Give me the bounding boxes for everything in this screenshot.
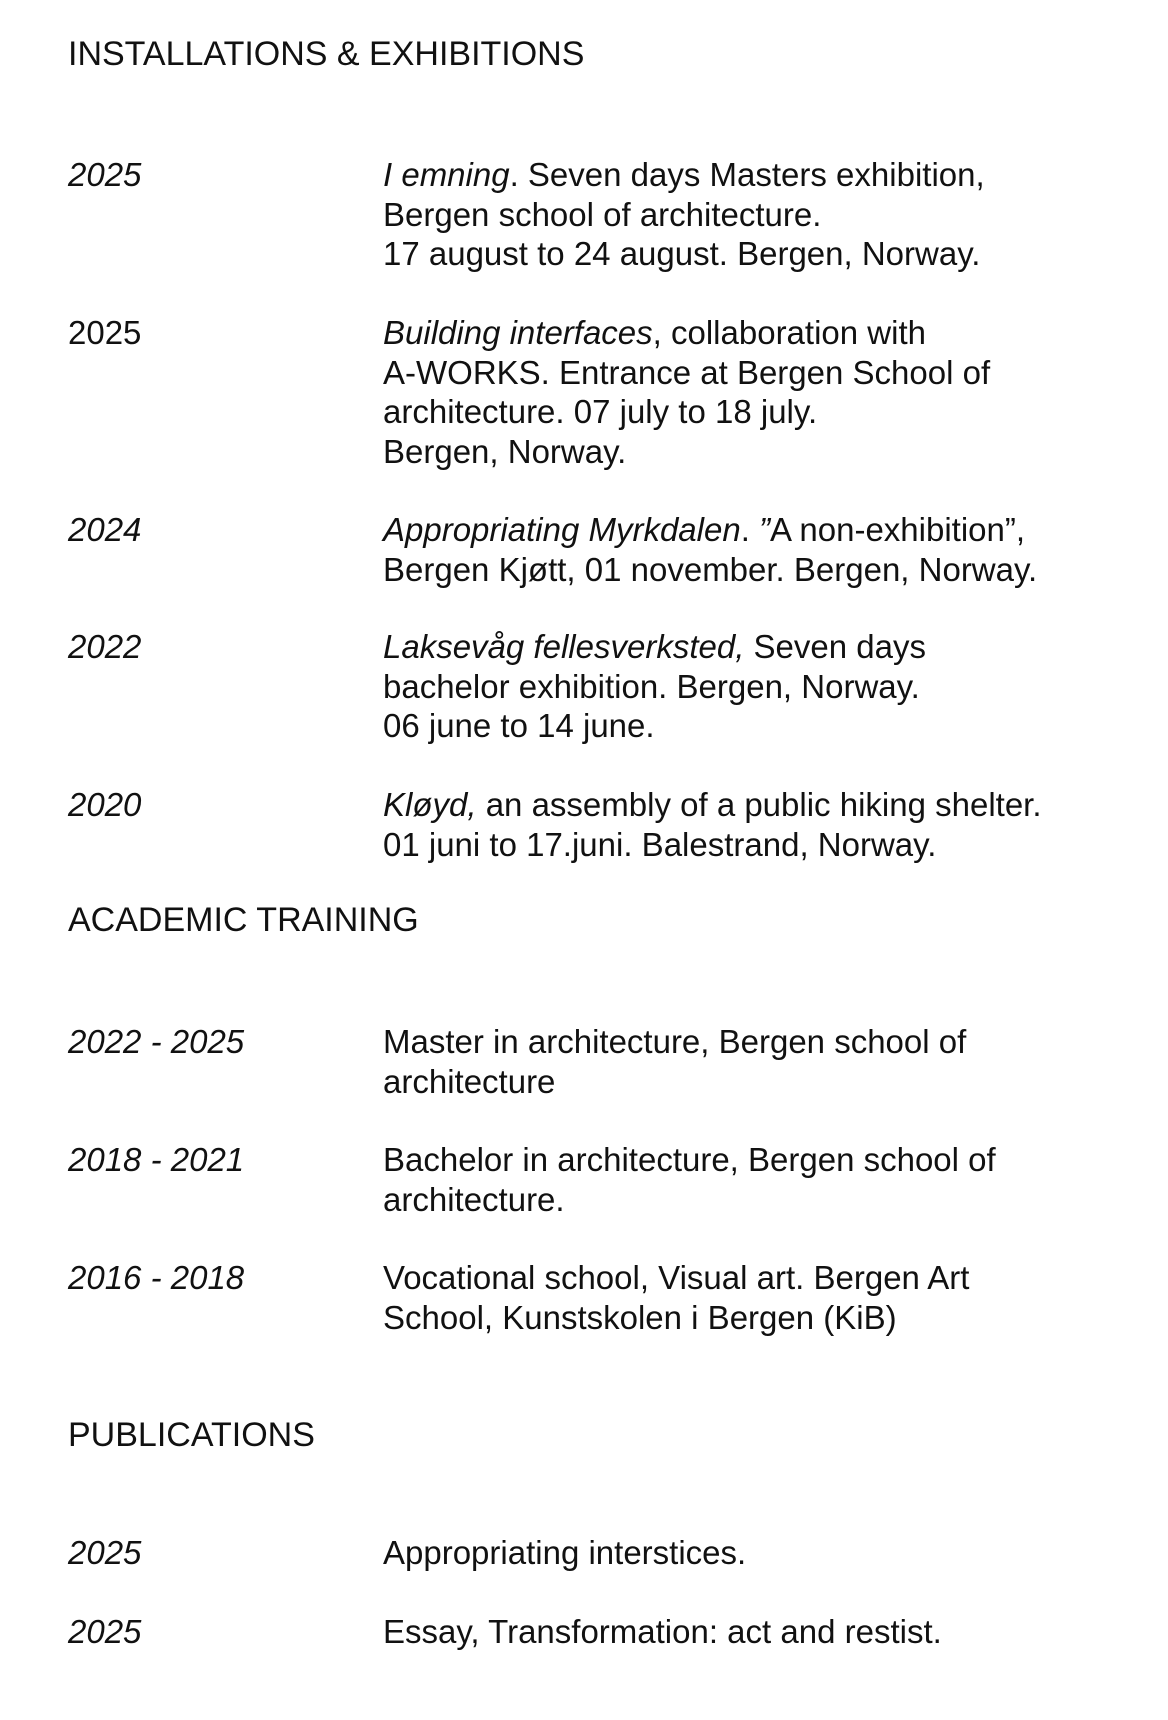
entry-text: Vocational school, Visual art. Bergen Art	[383, 1259, 970, 1296]
entry-description	[383, 510, 1143, 589]
entry-text: Essay, Transformation: act and restist.	[383, 1613, 942, 1650]
entry-title: I emning	[383, 156, 510, 193]
entry-description	[383, 155, 1143, 274]
entry-description	[383, 1533, 1143, 1573]
entry-year: 2025	[68, 156, 142, 193]
entry-text: 01 juni to 17.juni. Balestrand, Norway.	[383, 825, 937, 863]
entry-title: Appropriating Myrkdalen	[383, 511, 741, 548]
entry-year: 2022	[68, 628, 142, 665]
entry-description	[383, 1140, 1143, 1219]
entry-quote-open: ”	[759, 511, 771, 548]
entry-text: 17 august to 24 august. Bergen, Norway.	[383, 235, 981, 272]
entry-year: 2025	[68, 1534, 142, 1571]
entry-year: 2016 - 2018	[68, 1259, 245, 1296]
entry-description	[383, 1612, 1143, 1652]
entry-text: Bachelor in architecture, Bergen school of	[383, 1141, 996, 1178]
entry-description	[383, 1258, 1143, 1337]
entry-text: Seven days	[744, 628, 926, 665]
entry-year: 2018 - 2021	[68, 1141, 245, 1178]
entry-title: Laksevåg fellesverksted,	[383, 628, 745, 665]
entry-year: 2022 - 2025	[68, 1023, 245, 1060]
entry-text: , collaboration with	[652, 314, 926, 351]
entry-year: 2024	[68, 511, 142, 548]
installations-heading: INSTALLATIONS & EXHIBITIONS	[68, 35, 585, 73]
publications-heading: PUBLICATIONS	[68, 1416, 315, 1454]
entry-title-suffix: .	[740, 511, 760, 548]
entry-text: A non-exhibition”,	[770, 511, 1026, 548]
entry-text: School, Kunstskolen i Bergen (KiB)	[383, 1298, 897, 1336]
entry-text: 06 june to 14 june.	[383, 707, 655, 744]
entry-year: 2020	[68, 786, 142, 823]
academic-heading: ACADEMIC TRAINING	[68, 901, 419, 939]
entry-year: 2025	[68, 314, 142, 351]
entry-text: Appropriating interstices.	[383, 1534, 747, 1571]
entry-text: architecture	[383, 1062, 556, 1100]
entry-description	[383, 785, 1143, 864]
entry-title: Kløyd,	[383, 786, 477, 823]
entry-title: Building interfaces	[383, 314, 653, 351]
entry-description	[383, 627, 1143, 746]
entry-text: an assembly of a public hiking shelter.	[476, 786, 1042, 823]
entry-text: . Seven days Masters exhibition,	[509, 156, 985, 193]
entry-text: architecture. 07 july to 18 july.	[383, 393, 818, 430]
entry-text: A-WORKS. Entrance at Bergen School of	[383, 353, 991, 391]
entry-year: 2025	[68, 1613, 142, 1650]
entry-text: bachelor exhibition. Bergen, Norway.	[383, 667, 920, 705]
entry-text: Bergen, Norway.	[383, 432, 627, 470]
entry-text: Bergen school of architecture.	[383, 195, 822, 233]
entry-description	[383, 1022, 1143, 1101]
entry-text: Master in architecture, Bergen school of	[383, 1023, 967, 1060]
entry-text: architecture.	[383, 1180, 565, 1218]
entry-description	[383, 313, 1143, 471]
entry-text: Bergen Kjøtt, 01 november. Bergen, Norway.	[383, 550, 1038, 588]
